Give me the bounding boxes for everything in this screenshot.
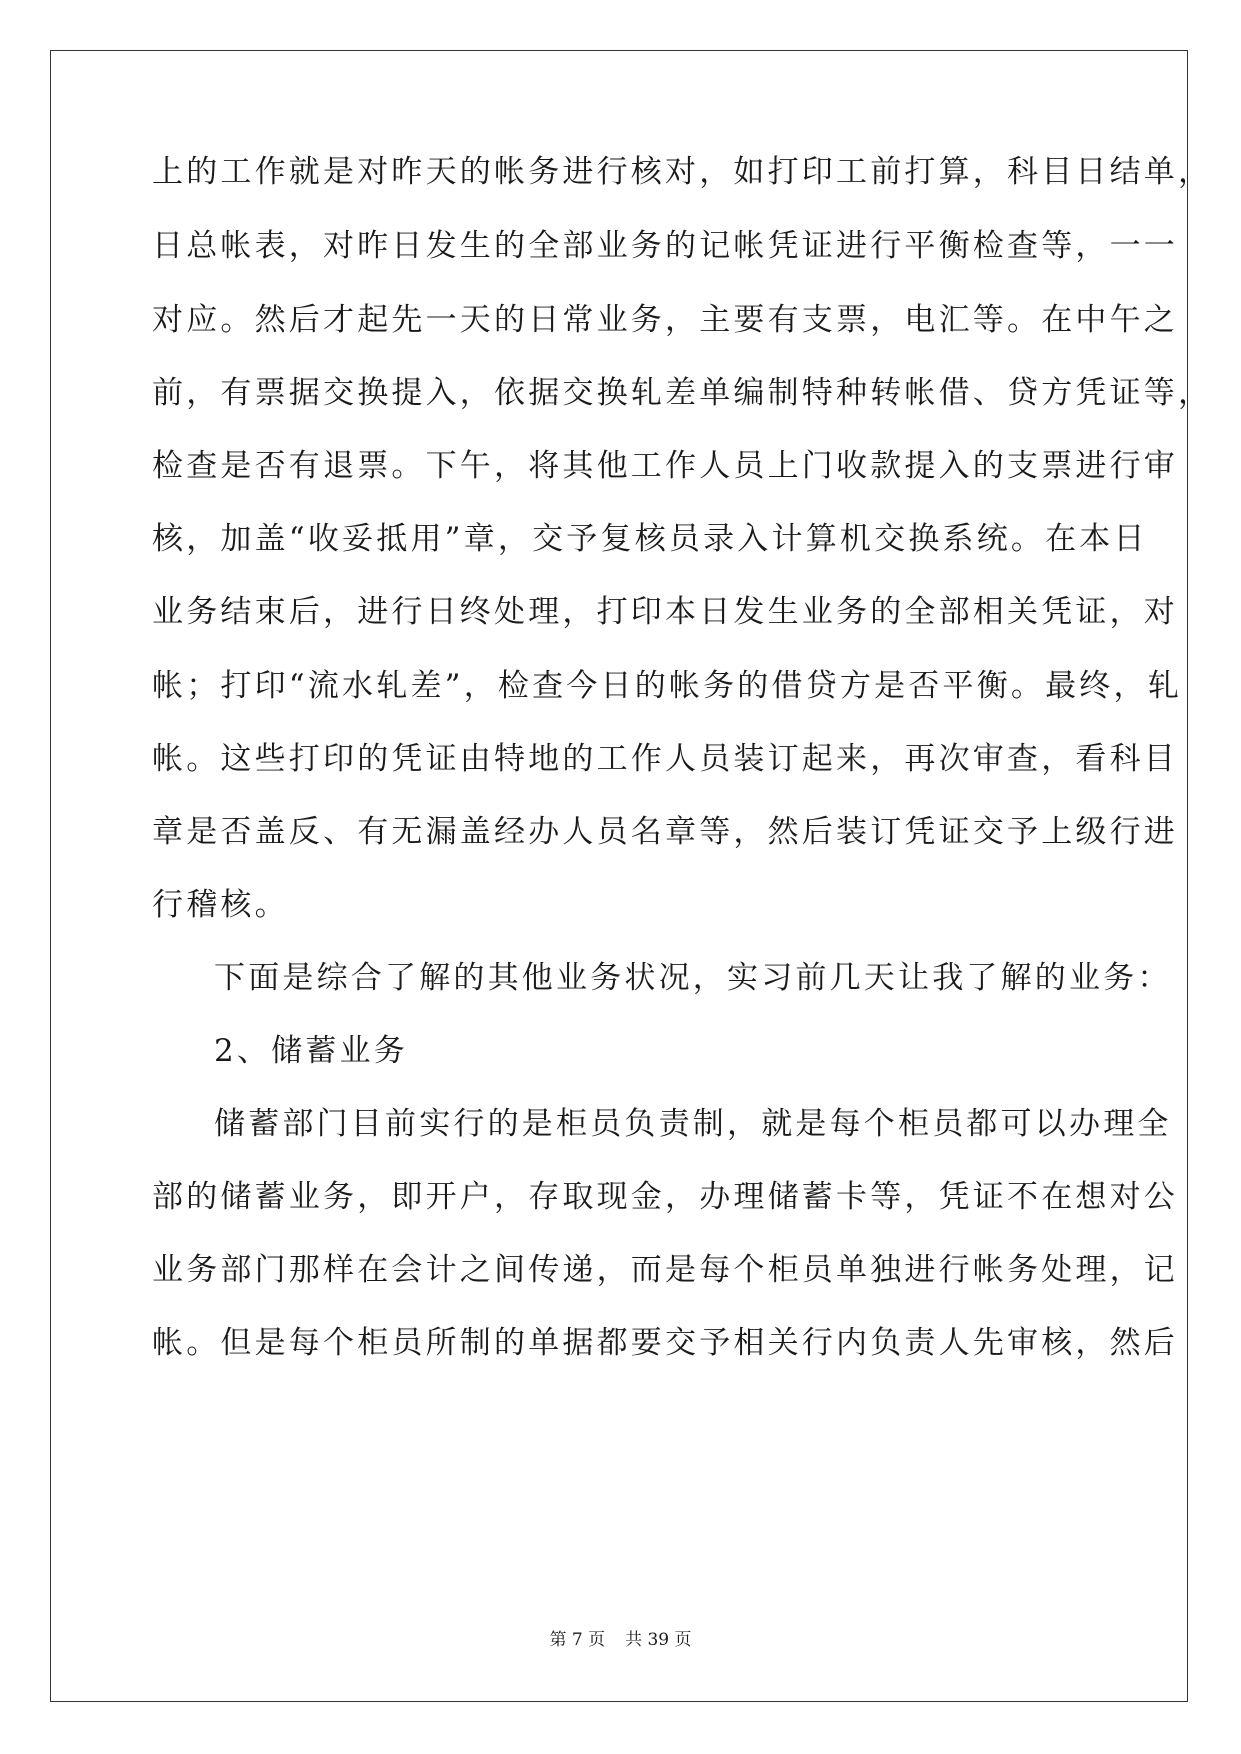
text-line: 前，有票据交换提入，依据交换轧差单编制特种转帐借、贷方凭证等， [152, 375, 1213, 411]
paragraph-first-line: 下面是综合了解的其他业务状况，实习前几天让我了解的业务： [214, 960, 1172, 996]
paragraph-first-line: 储蓄部门目前实行的是柜员负责制，就是每个柜员都可以办理全 [214, 1106, 1172, 1142]
text-line: 部的储蓄业务，即开户，存取现金，办理储蓄卡等，凭证不在想对公 [152, 1179, 1178, 1215]
page-number: 第 7 页 [549, 1630, 606, 1650]
text-line: 帐；打印“流水轧差”，检查今日的帐务的借贷方是否平衡。最终，轧 [152, 668, 1182, 704]
text-line: 业务结束后，进行日终处理，打印本日发生业务的全部相关凭证，对 [152, 594, 1178, 630]
text-line: 日总帐表，对昨日发生的全部业务的记帐凭证进行平衡检查等，一一 [152, 228, 1178, 264]
text-line: 行稽核。 [152, 887, 289, 923]
text-line: 章是否盖反、有无漏盖经办人员名章等，然后装订凭证交予上级行进 [152, 814, 1178, 850]
text-line: 业务部门那样在会计之间传递，而是每个柜员单独进行帐务处理，记 [152, 1252, 1178, 1288]
text-line: 上的工作就是对昨天的帐务进行核对，如打印工前打算，科目日结单， [152, 154, 1213, 190]
section-heading: 2、储蓄业务 [214, 1033, 408, 1069]
text-line: 帐。这些打印的凭证由特地的工作人员装订起来，再次审查，看科目 [152, 741, 1178, 777]
text-line: 核，加盖“收妥抵用”章，交予复核员录入计算机交换系统。在本日 [152, 521, 1148, 557]
text-line: 帐。但是每个柜员所制的单据都要交予相关行内负责人先审核，然后 [152, 1325, 1178, 1361]
page-total: 共 39 页 [625, 1630, 692, 1650]
page-border [50, 50, 1213, 1702]
page-footer [0, 1629, 1241, 1651]
text-line: 对应。然后才起先一天的日常业务，主要有支票，电汇等。在中午之 [152, 302, 1178, 338]
text-line: 检查是否有退票。下午，将其他工作人员上门收款提入的支票进行审 [152, 448, 1178, 484]
